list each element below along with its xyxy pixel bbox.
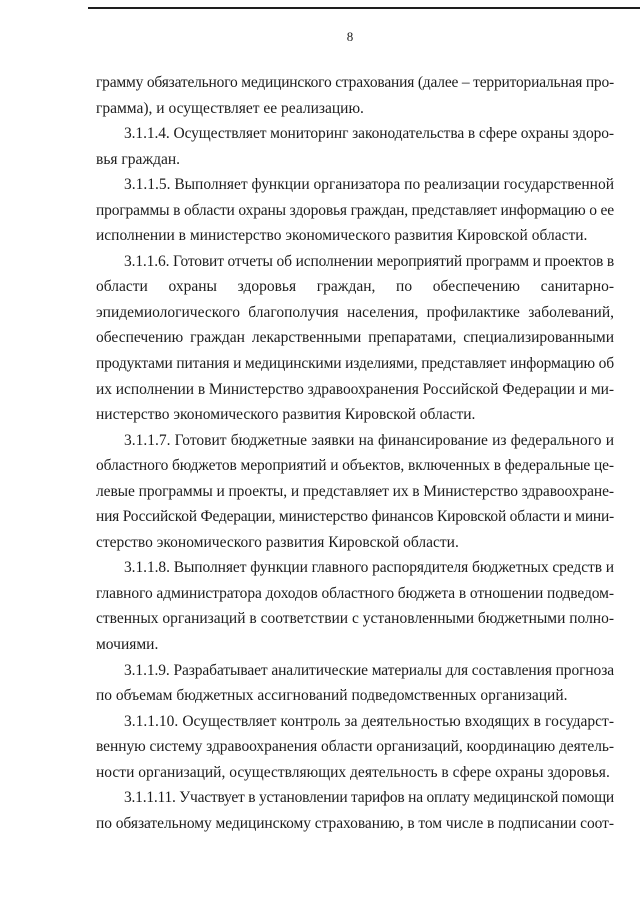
paragraph [96, 249, 614, 428]
text-line: области охраны здоровья граждан, по обеспечению санитарно- [96, 278, 614, 296]
text-line: грамма), и осуществляет ее реализацию. [96, 99, 364, 117]
text-line: мочиями. [96, 636, 159, 654]
text-line: нистерство экономического развития Кировской области. [96, 406, 476, 424]
text-line: вья граждан. [96, 150, 181, 168]
text-line: ности организаций, осуществляющих деятельность в сфере охраны здоровья. [96, 763, 610, 781]
text-line: их исполнении в Министерство здравоохранения Российской Федерации и ми- [96, 380, 614, 398]
text-line: областного бюджетов мероприятий и объектов, включенных в федеральные це- [96, 457, 614, 475]
body-text [96, 70, 614, 836]
text-line: 3.1.1.5. Выполняет функции организатора по реализации государственной [124, 176, 614, 194]
text-line: обеспечению граждан лекарственными препаратами, специализированными [96, 329, 614, 347]
text-line: 3.1.1.11. Участвует в установлении тарифов на оплату медицинской помощи [124, 789, 614, 807]
text-line: стерство экономического развития Кировской области. [96, 533, 459, 551]
paragraph [96, 785, 614, 836]
text-line: по обязательному медицинскому страхованию, в том числе в подписании соот- [96, 814, 614, 832]
text-line: 3.1.1.9. Разрабатывает аналитические материалы для составления прогноза [124, 661, 614, 679]
text-line: левые программы и проекты, и представляет их в Министерство здравоохране- [96, 482, 614, 500]
text-line: эпидемиологического благополучия населения, профилактике заболеваний, [96, 303, 614, 321]
paragraph [96, 428, 614, 556]
text-line: 3.1.1.4. Осуществляет мониторинг законодательства в сфере охраны здоро- [124, 125, 614, 143]
paragraph [96, 658, 614, 709]
text-line: по объемам бюджетных ассигнований подведомственных организаций. [96, 687, 568, 705]
paragraph [96, 709, 614, 786]
text-line: грамму обязательного медицинского страхования (далее – территориальная про- [96, 74, 614, 91]
header-rule [88, 7, 640, 9]
text-line: программы в области охраны здоровья граждан, представляет информацию о ее [96, 201, 614, 219]
paragraph [96, 70, 614, 121]
text-line: 3.1.1.6. Готовит отчеты об исполнении мероприятий программ и проектов в [124, 252, 614, 270]
paragraph [96, 555, 614, 657]
text-line: ния Российской Федерации, министерство финансов Кировской области и мини- [96, 508, 614, 526]
text-line: венную систему здравоохранения области организаций, координацию деятель- [96, 738, 614, 756]
text-line: продуктами питания и медицинскими изделиями, представляет информацию об [96, 355, 614, 373]
text-line: ственных организаций в соответствии с установленными бюджетными полно- [96, 610, 614, 628]
paragraph [96, 172, 614, 249]
paragraph [96, 121, 614, 172]
text-line: 3.1.1.10. Осуществляет контроль за деятельностью входящих в государст- [124, 712, 614, 730]
text-line: исполнении в министерство экономического развития Кировской области. [96, 227, 588, 245]
text-line: 3.1.1.7. Готовит бюджетные заявки на финансирование из федерального и [124, 431, 614, 449]
text-line: 3.1.1.8. Выполняет функции главного распорядителя бюджетных средств и [124, 559, 614, 577]
page-number: 8 [346, 29, 354, 44]
text-line: главного администратора доходов областного бюджета в отношении подведом- [96, 584, 614, 602]
